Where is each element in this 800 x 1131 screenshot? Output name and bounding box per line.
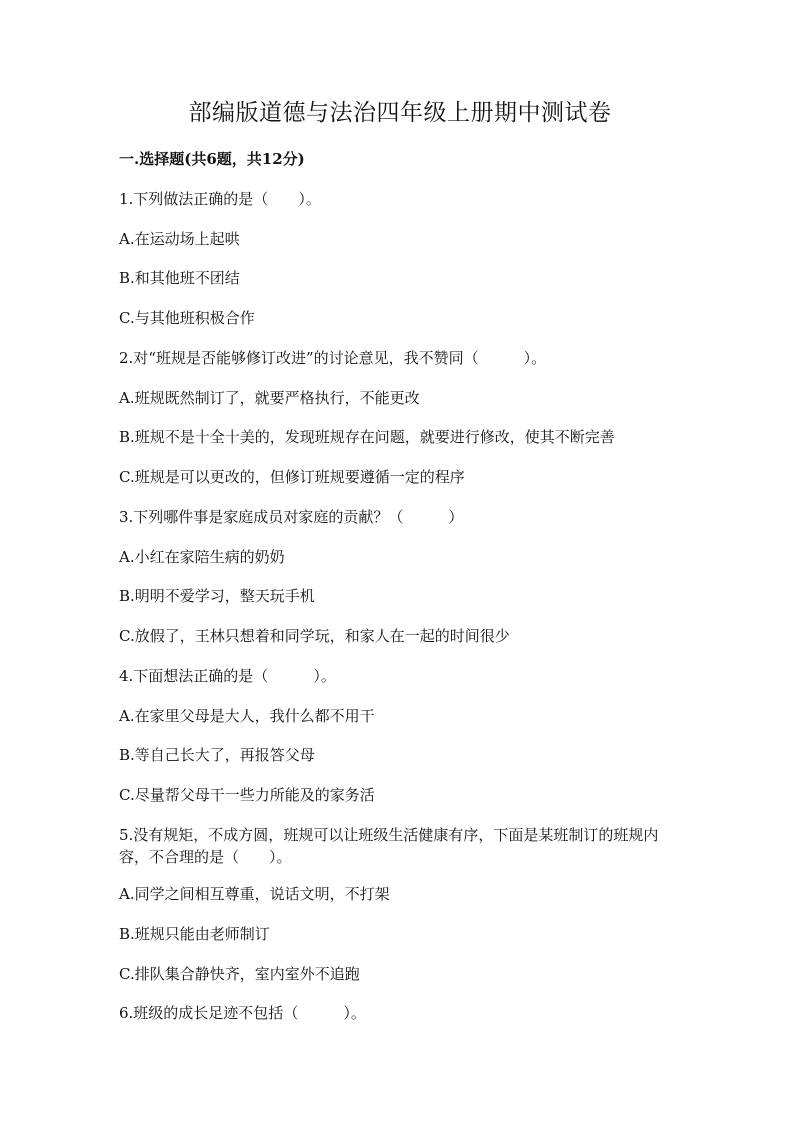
question-4-option-c: C.尽量帮父母干一些力所能及的家务活 — [119, 786, 375, 804]
question-5-option-b: B.班规只能由老师制订 — [119, 925, 270, 943]
question-1-option-b: B.和其他班不团结 — [119, 269, 240, 287]
question-5-option-c: C.排队集合静快齐，室内室外不追跑 — [119, 965, 360, 983]
question-1-option-a: A.在运动场上起哄 — [119, 230, 240, 248]
question-6-stem: 6.班级的成长足迹不包括（ ）。 — [119, 1004, 366, 1022]
question-4-option-b: B.等自己长大了，再报答父母 — [119, 746, 315, 764]
question-3-stem: 3.下列哪件事是家庭成员对家庭的贡献？（ ） — [119, 508, 464, 526]
page-title: 部编版道德与法治四年级上册期中测试卷 — [188, 100, 612, 126]
question-2-option-c: C.班规是可以更改的，但修订班规要遵循一定的程序 — [119, 468, 465, 486]
question-5-option-a: A.同学之间相互尊重，说话文明，不打架 — [119, 885, 390, 903]
question-4-option-a: A.在家里父母是大人，我什么都不用干 — [119, 707, 375, 725]
question-2-option-b: B.班规不是十全十美的，发现班规存在问题，就要进行修改，使其不断完善 — [119, 428, 615, 446]
question-3-option-b: B.明明不爱学习，整天玩手机 — [119, 587, 315, 605]
question-2-stem: 2.对“班规是否能够修订改进”的讨论意见，我不赞同（ ）。 — [119, 349, 547, 367]
question-1-option-c: C.与其他班积极合作 — [119, 309, 255, 327]
question-4-stem: 4.下面想法正确的是（ ）。 — [119, 667, 336, 685]
question-2-option-a: A.班规既然制订了，就要严格执行，不能更改 — [119, 389, 420, 407]
question-3-option-a: A.小红在家陪生病的奶奶 — [119, 548, 285, 566]
question-3-option-c: C.放假了，王林只想着和同学玩，和家人在一起的时间很少 — [119, 627, 510, 645]
section-heading: 一.选择题(共6题，共12分) — [119, 150, 305, 168]
question-5-stem: 5.没有规矩，不成方圆，班规可以让班级生活健康有序，下面是某班制订的班规内容，不合理的是（ ）。 — [119, 826, 659, 866]
question-1-stem: 1.下列做法正确的是（ ）。 — [119, 190, 321, 208]
